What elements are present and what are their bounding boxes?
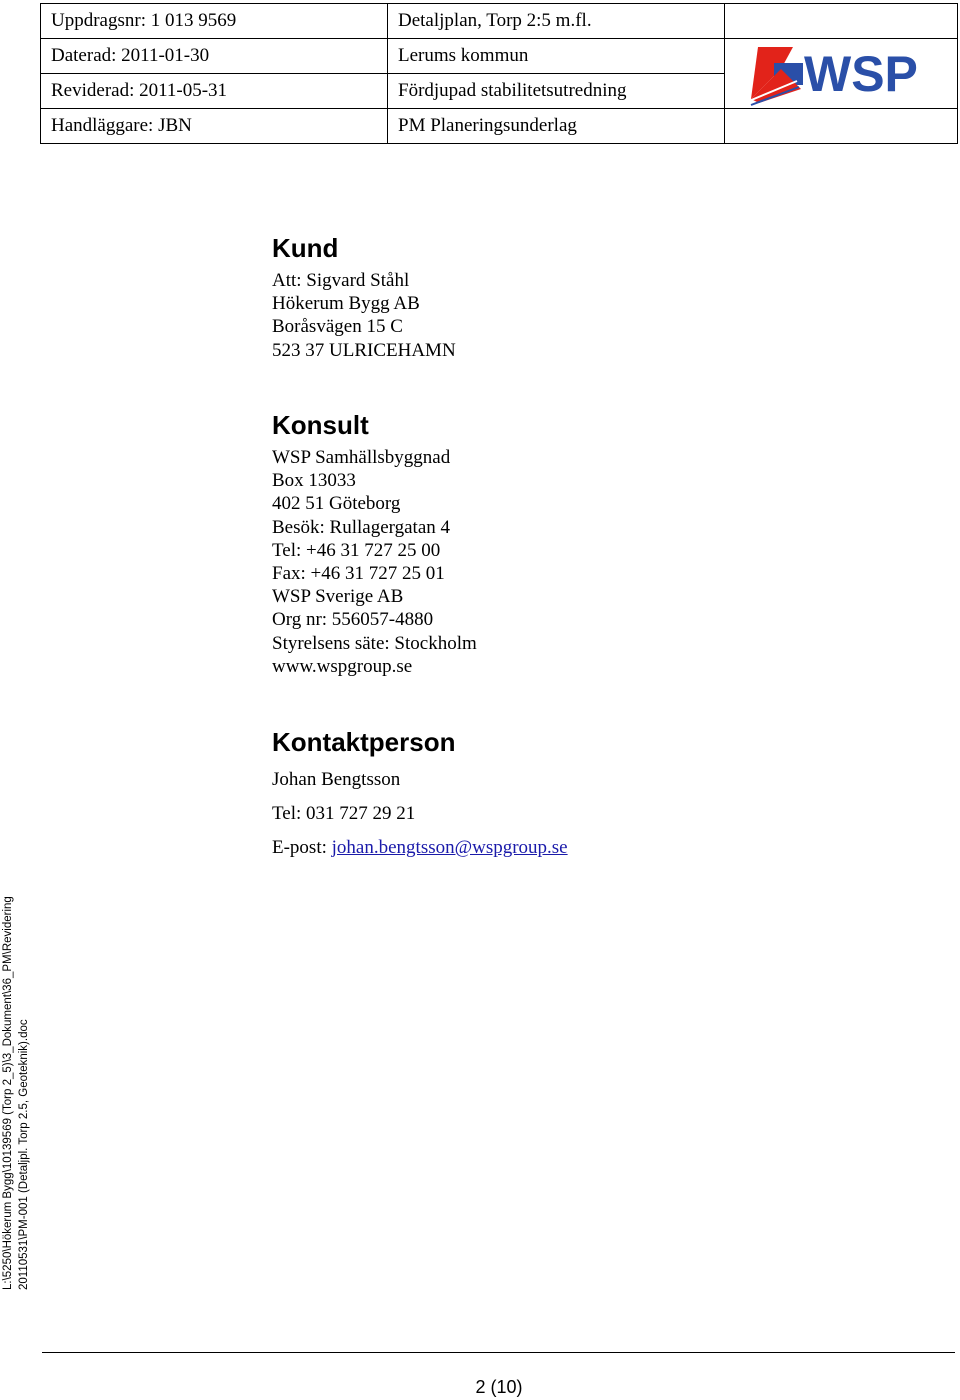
contact-name: Johan Bengtsson — [272, 769, 401, 790]
logo-cell — [725, 39, 958, 109]
document-subject: Fördjupad stabilitetsutredning — [388, 74, 725, 109]
document-type: PM Planeringsunderlag — [388, 109, 725, 144]
kontaktperson-section — [272, 727, 568, 865]
konsult-line: Besök: Rullagergatan 4 — [272, 516, 451, 538]
kontaktperson-heading: Kontaktperson — [272, 727, 456, 757]
header-empty-cell — [725, 4, 958, 39]
konsult-line: 402 51 Göteborg — [272, 493, 401, 515]
handler: Handläggare: JBN — [41, 109, 388, 144]
wsp-logo — [741, 41, 941, 107]
assignment-number: Uppdragsnr: 1 013 9569 — [41, 4, 388, 39]
konsult-line: WSP Sverige AB — [272, 586, 404, 608]
date-created: Daterad: 2011-01-30 — [41, 39, 388, 74]
konsult-heading: Konsult — [272, 410, 369, 440]
kund-section — [272, 233, 456, 362]
file-path-line: L:\5250\Hökerum Bygg\10139569 (Torp 2_5)\3_Dokument\36_PM\Revidering — [2, 896, 14, 1290]
contact-email-row — [272, 831, 568, 865]
kund-line: Att: Sigvard Ståhl — [272, 270, 410, 291]
contact-email-label: E-post: — [272, 837, 332, 858]
konsult-line: Box 13033 — [272, 470, 356, 492]
kund-line: Hökerum Bygg AB — [272, 293, 420, 315]
page-number: 2 (10) — [475, 1377, 523, 1397]
kund-line: Boråsvägen 15 C — [272, 316, 403, 338]
konsult-website: www.wspgroup.se — [272, 655, 413, 677]
konsult-line: Org nr: 556057-4880 — [272, 609, 434, 631]
konsult-line: Styrelsens säte: Stockholm — [272, 632, 477, 654]
kund-line: 523 37 ULRICEHAMN — [272, 339, 456, 361]
file-path-margin-text — [0, 896, 32, 1290]
footer-divider — [42, 1352, 955, 1353]
logo-wordmark: WSP — [804, 45, 918, 102]
project-title: Detaljplan, Torp 2:5 m.fl. — [388, 4, 725, 39]
contact-phone: Tel: 031 727 29 21 — [272, 803, 416, 824]
header-empty-cell-bottom — [725, 109, 958, 144]
kund-heading: Kund — [272, 233, 339, 263]
file-path-line: 20110531\PM-001 (Detaljpl. Torp 2.5, Geoteknik).doc — [18, 1019, 30, 1290]
konsult-line: Fax: +46 31 727 25 01 — [272, 563, 445, 585]
konsult-line: Tel: +46 31 727 25 00 — [272, 539, 441, 561]
document-header-table — [40, 3, 958, 144]
konsult-line: WSP Samhällsbyggnad — [272, 447, 451, 468]
date-revised: Reviderad: 2011-05-31 — [41, 74, 388, 109]
contact-email-link[interactable]: johan.bengtsson@wspgroup.se — [331, 837, 568, 858]
municipality: Lerums kommun — [388, 39, 725, 74]
konsult-section — [272, 410, 477, 678]
